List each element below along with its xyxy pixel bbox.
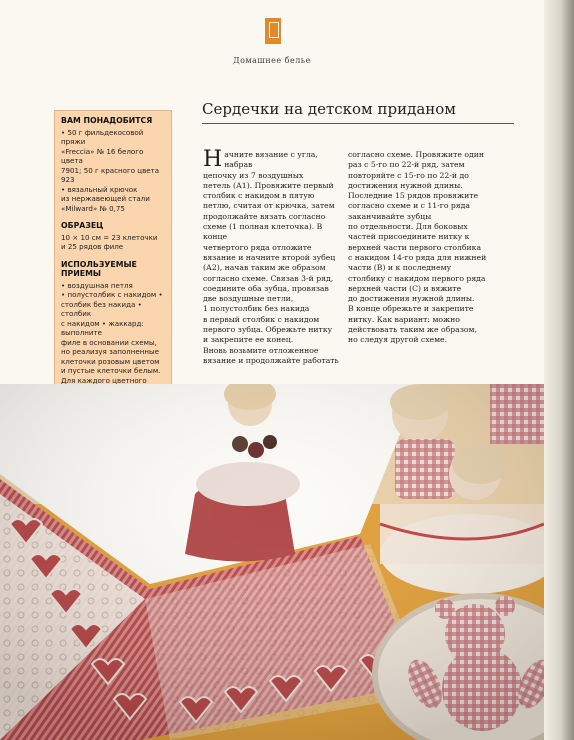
body-line: 1 полустолбик без накида — [203, 304, 310, 314]
tech-line: • воздушная петля — [61, 280, 133, 290]
body-line: заканчивайте зубцы — [348, 211, 432, 221]
body-line: ачните вязание с угла, набрав — [224, 150, 318, 170]
body-line: действовать таким же образом, — [348, 325, 477, 335]
techniques-heading: ИСПОЛЬЗУЕМЫЕ ПРИЕМЫ — [61, 259, 137, 278]
body-line: первого зубца. Обрежьте нитку — [203, 325, 333, 335]
body-line: четвертого ряда отложите — [203, 242, 312, 252]
body-line: цепочку из 7 воздушных — [203, 170, 304, 180]
column-2-text — [348, 150, 493, 346]
body-line: согласно схеме. Провяжите один — [348, 150, 485, 159]
body-line: Вновь возьмите отложенное — [203, 345, 319, 355]
article-title: Сердечки на детском приданом — [202, 100, 456, 118]
body-line: но следуя другой схеме. — [348, 335, 448, 345]
body-line: по отдельности. Для боковых — [348, 222, 468, 232]
body-line: согласно схеме. Связав 3-й ряд, — [203, 273, 334, 283]
body-line: до достижения нужной длины. — [348, 294, 475, 304]
body-line: повторяйте с 15-го по 22-й до — [348, 170, 469, 180]
magazine-logo-icon — [265, 18, 281, 44]
body-line: и закрепите ее конец. — [203, 335, 294, 345]
body-line: столбику с накидом первого ряда — [348, 273, 486, 283]
body-line: раз с 5-го по 22-й ряд, затем — [348, 160, 465, 170]
body-line: части (В) и к последнему — [348, 263, 452, 273]
need-line: • вязальный крючок — [61, 184, 138, 194]
column-1-text — [203, 147, 343, 366]
photo-illustration — [0, 384, 544, 740]
body-line: петлю, считая от крючка, затем — [203, 201, 335, 211]
body-line: вязание и продолжайте работать — [203, 355, 339, 365]
body-line: столбик с накидом в пятую — [203, 191, 315, 201]
product-photo — [0, 384, 544, 740]
need-line: «Milward» № 0,75 — [61, 203, 125, 213]
body-line: частей присоедините нитку к — [348, 232, 470, 242]
body-line: петель (А1). Провяжите первый — [203, 180, 334, 190]
tech-line: Для каждого цветного — [61, 375, 147, 385]
need-heading: ВАМ ПОНАДОБИТСЯ — [61, 116, 153, 125]
title-divider — [202, 123, 514, 124]
body-line: В конце обрежьте и закрепите — [348, 304, 474, 314]
sample-line: 10 × 10 см = 23 клеточки — [61, 232, 158, 242]
tech-line: с накидом • жаккард: выполните — [61, 318, 144, 337]
page-spine-shadow — [544, 0, 574, 740]
tech-line: и пустые клеточки белым. — [61, 366, 161, 375]
body-line: Последние 15 рядов провяжите — [348, 191, 479, 201]
need-line: «Freccia» № 16 белого цвета — [61, 146, 144, 165]
tech-line: столбик без накида • столбик — [61, 299, 142, 318]
article-column-1 — [203, 147, 343, 366]
section-label: Домашнее белье — [233, 56, 311, 65]
tech-line: но реализуя заполненные — [61, 347, 159, 356]
body-line: согласно схеме и с 11-го ряда — [348, 201, 470, 211]
body-line: с накидом 14-го ряда для нижней — [348, 252, 487, 262]
body-line: продолжайте вязать согласно — [203, 211, 326, 221]
tech-line: клеточки розовым цветом — [61, 356, 160, 366]
sample-line: и 25 рядов филе — [61, 242, 124, 251]
article-column-2 — [348, 150, 493, 346]
need-line: из нержавеющей стали — [61, 194, 150, 203]
body-line: достижения нужной длины. — [348, 180, 463, 190]
body-line: вязание и начните второй зубец — [203, 252, 336, 262]
need-line: 7901; 50 г красного цвета 923 — [61, 165, 160, 184]
tech-line: филе в основании схемы, — [61, 337, 157, 347]
body-line: (А2), начав таким же образом — [203, 263, 326, 273]
body-line: нитку. Как вариант: можно — [348, 314, 460, 324]
sample-heading: ОБРАЗЕЦ — [61, 221, 104, 230]
body-line: в первый столбик с накидом — [203, 314, 320, 324]
body-line: соедините оба зубца, провязав — [203, 283, 329, 293]
body-line: схеме (1 полная клеточка). В конце — [203, 222, 323, 242]
need-list — [61, 128, 165, 214]
body-line: верхней части (С) и вяжите — [348, 283, 462, 293]
body-line: верхней части первого столбика — [348, 242, 482, 252]
drop-cap: Н — [203, 147, 223, 172]
need-line: • 50 г фильдекосовой пряжи — [61, 127, 144, 146]
sample-list — [61, 233, 165, 252]
body-line: две воздушные петли, — [203, 294, 294, 304]
tech-line: • полустолбик с накидом • — [61, 290, 163, 299]
